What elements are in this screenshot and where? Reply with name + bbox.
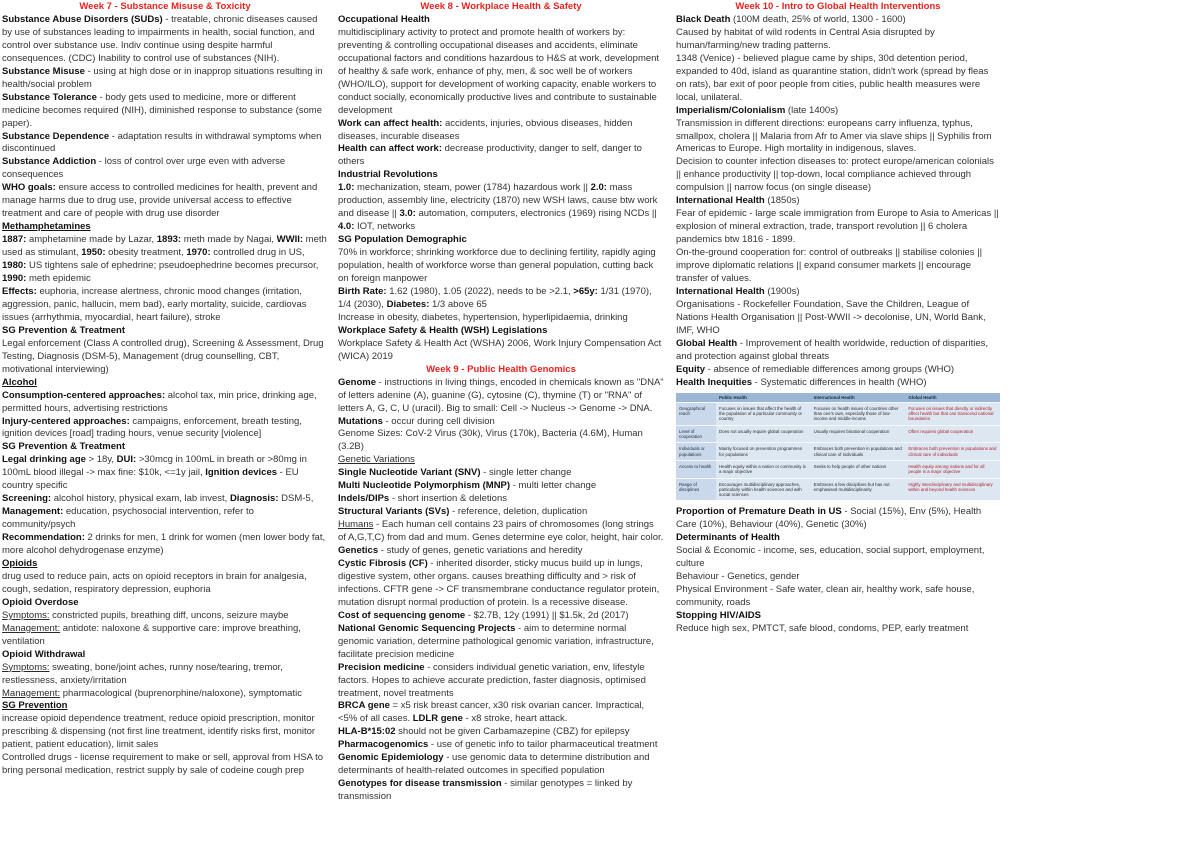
note-text: - considers individual genetic variation, env, lifestyle factors. Hopes to achieve accurate prediction, faster diagnosis, optimised treatment, novel treatments (338, 661, 646, 699)
note-line (2, 234, 328, 286)
bold-term: 1950: (81, 247, 106, 259)
table-cell: Usually requires binational cooperation (811, 425, 906, 443)
note-line (338, 14, 664, 27)
note-line (338, 40, 664, 118)
note-text: automation, computers, electronics (1969) rising NCDs || (415, 208, 657, 220)
note-text: Physical Environment - Safe water, clean air, healthy work, safe house, community, roads (676, 584, 975, 609)
note-line (2, 493, 328, 532)
week7-column (2, 1, 328, 778)
table-cell: Seeks to help people of other nations (811, 460, 906, 478)
note-line (2, 610, 328, 623)
note-text: decrease productivity, danger to self, danger to others (338, 143, 642, 168)
note-text: - use of genetic info to tailor pharmaceutical treatment (428, 739, 658, 751)
note-text: - Each human cell contains 23 pairs of chromosomes (long strings of A,G,T,C) from dad and mum. Genes determine eye color, height, hair color. (338, 519, 664, 544)
week10-column (676, 1, 1000, 636)
note-line (2, 14, 328, 66)
note-text: - single letter change (480, 467, 572, 479)
week10-heading: Week 10 - Intro to Global Health Interventions (735, 1, 941, 12)
note-line (676, 208, 1000, 247)
bold-term: Opioid Withdrawal (2, 648, 86, 660)
note-line (338, 428, 664, 454)
section-subheading: SG Prevention (2, 700, 68, 712)
table-row (676, 460, 1000, 478)
note-line (2, 597, 328, 610)
note-line (338, 234, 664, 247)
note-line (338, 610, 664, 623)
note-line (676, 14, 1000, 27)
bold-term: 1887: (2, 234, 27, 246)
note-text: = x5 risk breast cancer, x30 risk ovarian cancer. Impractical, <5% of all cases. (338, 700, 645, 725)
note-line (338, 506, 664, 519)
underlined-label: Symptoms: (2, 661, 50, 673)
bold-term: Proportion of Premature Death in US (676, 506, 842, 518)
note-line (2, 752, 328, 778)
week10-body (676, 14, 1000, 390)
bold-term: Diabetes: (386, 298, 430, 310)
note-text: obesity treatment, (105, 247, 187, 259)
note-line (676, 364, 1000, 377)
bold-term: 1980: (2, 260, 27, 272)
section-subheading: Alcohol (2, 376, 37, 388)
note-line (2, 92, 328, 131)
bold-term: Work can affect health: (338, 117, 443, 129)
note-text: sweating, bone/joint aches, runny nose/tearing, tremor, restlessness, anxiety/irritation (2, 661, 283, 686)
note-text: Fear of epidemic - large scale immigration from Europe to Asia to Americas || explosion of mineral extraction, trade, transport revolution || 6 cholera pandemics btw 1816 - 1899. (676, 208, 999, 246)
note-text: - adaptation results in withdrawal symptoms when discontinued (2, 130, 322, 155)
note-text: - using at high dose or in inapprop situations resulting in health/social problem (2, 65, 323, 90)
bold-term: Global Health (676, 337, 738, 349)
note-line (2, 662, 328, 688)
note-text: campaigns, enforcement, breath testing, ignition devices [road] trading hours, venue security [violence] (2, 415, 302, 440)
week7-heading: Week 7 - Substance Misuse & Toxicity (79, 1, 251, 12)
underlined-label: Management: (2, 687, 61, 699)
note-line (676, 610, 1000, 623)
note-line (676, 571, 1000, 584)
note-text: (100M death, 25% of world, 1300 - 1600) (730, 13, 906, 25)
note-line (2, 66, 328, 92)
note-line (338, 493, 664, 506)
bold-term: SG Prevention & Treatment (2, 324, 126, 336)
note-text: Legal enforcement (Class A controlled drug), Screening & Assessment, Drug Testing, Diagnosis (DSM-5), Management (drug counselling, CBT, motivational interviewing) (2, 337, 324, 375)
bold-term: SG Population Demographic (338, 234, 467, 246)
note-line (338, 558, 664, 610)
note-line (676, 623, 1000, 636)
table-row-header: Individuals or populations (676, 443, 716, 461)
table-row-header: Geographical reach (676, 402, 716, 425)
week9-body (338, 377, 664, 804)
note-line (676, 545, 1000, 571)
note-text: Behaviour - Genetics, gender (676, 571, 800, 583)
note-text: multidisciplinary activity to protect and promote health of workers by: (338, 26, 626, 38)
note-text: ensure access to controlled medicines for health, prevent and manage harms due to drug use, provide universal access to effective treatment and care of people with drug use disorder (2, 182, 318, 220)
note-line (2, 286, 328, 325)
bold-term: LDLR gene (412, 713, 463, 725)
note-text: meth used as stimulant, (2, 234, 327, 259)
bold-term: Birth Rate: (338, 285, 387, 297)
note-line (338, 169, 664, 182)
bold-term: Indels/DIPs (338, 493, 390, 505)
table-row (676, 478, 1000, 500)
bold-term: Diagnosis: (229, 493, 279, 505)
note-line (2, 571, 328, 597)
note-text: meth epidemic (26, 273, 91, 285)
bold-term: Management: (2, 506, 64, 518)
note-line (338, 778, 664, 804)
note-text: euphoria, increase alertness, chronic mood changes (irritation, aggression, panic, hallucin, mem bad), early mortality, suicide, cardiovas issues (arrhythmia, myocardial, heart failure), stroke (2, 285, 307, 323)
note-line (338, 662, 664, 701)
week9-heading: Week 9 - Public Health Genomics (426, 363, 576, 375)
note-text: Decision to counter infection diseases to: protect europe/american colonials || enhance productivity || top-down, local compliance achieved through compulsion || narrow focus (on single disease) (676, 156, 994, 194)
note-text: meth made by Nagai, (181, 234, 277, 246)
note-text: - Social (15%), Env (5%), Health Care (10%), Behaviour (40%), Genetic (30%) (676, 506, 982, 531)
note-text: - short insertion & deletions (389, 493, 507, 505)
table-cell: Focuses on issues that directly or indirectly affect health but that can transcend national boundaries (905, 402, 1000, 425)
note-line (338, 700, 664, 726)
note-text: - instructions in living things, encoded in chemicals known as "DNA" of letters adenine (A), guanine (G), cytosine (C), thymine (T) or "RNA" of letters A, G, C, U (uracil). Big to small: Cell -> Nucleus -> Genome -> DNA. (338, 376, 664, 414)
week8-body (338, 14, 664, 364)
bold-term: Substance Abuse Disorders (SUDs) (2, 13, 163, 25)
section-subheading: Methamphetamines (2, 221, 91, 233)
note-line (338, 752, 664, 778)
note-line (2, 390, 328, 416)
note-text: - occur during cell division (382, 415, 495, 427)
note-line (676, 156, 1000, 195)
bold-term: Opioid Overdose (2, 596, 79, 608)
bold-term: Multi Nucleotide Polymorphism (MNP) (338, 480, 511, 492)
note-line (2, 688, 328, 701)
note-line (2, 532, 328, 558)
bold-term: International Health (676, 285, 765, 297)
table-row-header: Range of disciplines (676, 478, 716, 500)
table-cell: Health equity within a nation or community is a major objective (716, 460, 811, 478)
bold-term: Imperialism/Colonialism (676, 104, 786, 116)
note-line (338, 338, 664, 364)
bold-term: International Health (676, 195, 765, 207)
note-line (2, 649, 328, 662)
bold-term: Industrial Revolutions (338, 169, 438, 181)
week7-body (2, 14, 328, 778)
table-cell: Focuses on issues that affect the health of the population of a particular community or country (716, 402, 811, 425)
note-line (676, 27, 1000, 53)
note-text: - x8 stroke, heart attack. (462, 713, 568, 725)
bold-term: Substance Misuse (2, 65, 85, 77)
bold-term: Determinants of Health (676, 532, 780, 544)
bold-term: Injury-centered approaches: (2, 415, 130, 427)
note-text: US tightens sale of ephedrine; pseudoephedrine becomes precursor, (26, 260, 319, 272)
bold-term: Black Death (676, 13, 731, 25)
note-line (2, 700, 328, 713)
bold-term: Genomic Epidemiology (338, 752, 444, 764)
note-line (676, 247, 1000, 286)
note-line (2, 623, 328, 649)
section-subheading: Opioids (2, 557, 38, 569)
table-row-header: Access to health (676, 460, 716, 478)
bold-term: Genetics (338, 545, 379, 557)
note-line (2, 325, 328, 338)
note-text: mass production, assembly line, electricity (1870) new WSH laws, cause btw work and disease || (338, 182, 658, 220)
note-text: On-the-ground cooperation for: control of outbreaks || stabilise colonies || improve diplomatic relations || expand consumer markets || encourage transfer of values. (676, 247, 983, 285)
bold-term: Legal drinking age (2, 454, 86, 466)
bold-term: Health can affect work: (338, 143, 442, 155)
bold-term: Substance Addiction (2, 156, 97, 168)
note-text: Controlled drugs - license requirement to make or sell, approval from HSA to bring personal medication, restrict supply by sale of codeine cough prep (2, 752, 324, 777)
underlined-label: Management: (2, 622, 61, 634)
table-header-row (676, 393, 1000, 403)
note-text: accidents, injuries, obvious diseases, hidden diseases, incurable diseases (338, 117, 633, 142)
note-text: Increase in obesity, diabetes, hypertension, hyperlipidaemia, drinking (338, 311, 628, 323)
table-cell: Embraces both prevention in populations and clinical care of individuals (811, 443, 906, 461)
bold-term: SG Prevention & Treatment (2, 441, 126, 453)
table-cell: Focuses on health issues of countries other than one's own, especially those of low-income and middle-income (811, 402, 906, 425)
table-row (676, 402, 1000, 425)
bold-term: Cost of sequencing genome (338, 609, 466, 621)
note-text: - similar genotypes = linked by transmission (338, 778, 633, 803)
table-cell: Embraces a few disciplines but has not emphasised multidisciplinarity (811, 478, 906, 500)
week8-heading: Week 8 - Workplace Health & Safety (420, 1, 582, 12)
bold-term: Structural Variants (SVs) (338, 506, 450, 518)
week8-9-column (338, 1, 664, 804)
note-text: controlled drug in US, (210, 247, 305, 259)
note-line (338, 377, 664, 429)
note-line (338, 325, 664, 338)
note-line (2, 558, 328, 571)
bold-term: 1990: (2, 273, 27, 285)
bold-term: HLA-B*15:02 (338, 726, 396, 738)
note-line (676, 118, 1000, 157)
bold-term: WWII: (276, 234, 304, 246)
note-line (676, 338, 1000, 364)
note-text: - treatable, chronic diseases caused by use of substances leading to impairments in health, social function, and control over substance use. Indiv continue using despite harmful consequences. (CDC) Inability to control use of substances (NIH). (2, 13, 318, 64)
note-line (676, 532, 1000, 545)
note-line (2, 377, 328, 390)
note-text: - aim to determine normal genomic variation, determine pathological genomic variation, infrastructure, facilitate precision medicine (338, 622, 654, 660)
bold-term: BRCA gene (338, 700, 390, 712)
note-line (338, 182, 664, 234)
bold-term: DUI: (116, 454, 137, 466)
note-text: - multi letter change (510, 480, 597, 492)
bold-term: 4.0: (338, 221, 355, 233)
note-text: - inherited disorder, sticky mucus build up in lungs, digestive system, other organs. causes breathing difficulty and > risk of infections. CFTR gene -> CF transmembrane conductance regulator protein, mutation disrupt normal production of protein. Is a recessive disease. (338, 557, 660, 608)
bold-term: Consumption-centered approaches: (2, 389, 166, 401)
note-text: preventing & controlling occupational diseases and accidents, eliminate occupational factors and conditions hazardous to H&S at work, development of healthy & safe work, enhance of phy, men, & soc well be of workers (WHO/ILO), support for development of working capacity, enable workers to conduct socially, economically productive lives and contribute to sustainable development (338, 39, 660, 116)
table-header-cell: International Health (811, 393, 906, 403)
note-line (676, 377, 1000, 390)
bold-term: Workplace Safety & Health (WSH) Legislations (338, 324, 548, 336)
bold-term: WHO goals: (2, 182, 56, 194)
table-row-header: Level of cooperation (676, 425, 716, 443)
note-text: Caused by habitat of wild rodents in Central Asia disrupted by human/farming/new trading patterns. (676, 26, 935, 51)
table-row (676, 425, 1000, 443)
bold-term: Occupational Health (338, 13, 430, 25)
note-text: - loss of control over urge even with adverse consequences (2, 156, 286, 181)
bold-term: Genotypes for disease transmission (338, 778, 502, 790)
note-text: - absence of remediable differences among groups (WHO) (705, 363, 955, 375)
note-line (338, 27, 664, 40)
note-text: 2 drinks for men, 1 drink for women (men lower body fat, more alcohol dehydrogenase enzyme) (2, 532, 326, 557)
note-text: Social & Economic - income, ses, education, social support, employment, culture (676, 545, 985, 570)
note-text: 1348 (Venice) - believed plague came by ships, 30d detention period, expanded to 40d, island as quarantine station, didn't work (spread by fleas on rats), bar exit of poor people from cities, public health measures were local, unilateral. (676, 52, 989, 103)
bold-term: Mutations (338, 415, 383, 427)
note-line (338, 286, 664, 312)
note-line (338, 247, 664, 286)
note-line (676, 506, 1000, 532)
note-text: - $2.7B, 12y (1991) || $1.5k, 2d (2017) (465, 609, 629, 621)
bold-term: Stopping HIV/AIDS (676, 610, 761, 622)
table-cell: Often requires global cooperation (905, 425, 1000, 443)
note-line (338, 623, 664, 662)
note-line (2, 416, 328, 442)
note-text: - Improvement of health worldwide, reduction of disparities, and protection against global threats (676, 337, 989, 362)
note-line (338, 480, 664, 493)
note-text: (1900s) (764, 285, 800, 297)
note-line (676, 286, 1000, 299)
bold-term: Precision medicine (338, 661, 425, 673)
bold-term: 1893: (156, 234, 182, 246)
bold-term: 1970: (186, 247, 211, 259)
note-text: mechanization, steam, power (1784) hazardous work || (354, 182, 591, 194)
note-text: >30mcg in 100mL in breath or >80mg in 100mL blood illegal -> max fine: $10k, <=1y jail, (2, 454, 307, 479)
table-cell: Embraces both prevention in populations and clinical care of individuals (905, 443, 1000, 461)
note-text: Transmission in different directions: europeans carry influenza, typhus, smallpox, cholera || Malaria from Afr to Amer via slave ships || Syphilis from Americas to Europe. High mortality in indigenous, slaves. (676, 117, 992, 155)
bold-term: Equity (676, 363, 706, 375)
note-text: - Systematic differences in health (WHO) (752, 376, 927, 388)
underlined-label: Genetic Variations (338, 454, 415, 466)
note-text: 1.62 (1980), 1.05 (2022), needs to be >2.1, (386, 285, 574, 297)
note-text: 70% in workforce; shrinking workforce due to declining fertility, rapidly aging population, health of workforce worse than general population, cutting back on foreign manpower (338, 247, 656, 285)
bold-term: Substance Dependence (2, 130, 110, 142)
note-text: Reduce high sex, PMTCT, safe blood, condoms, PEP, early treatment (676, 623, 969, 635)
note-line (676, 195, 1000, 208)
bold-term: Recommendation: (2, 532, 85, 544)
note-line (2, 441, 328, 454)
bold-term: Ignition devices (205, 467, 278, 479)
bold-term: Effects: (2, 285, 37, 297)
note-text: Genome Sizes: CoV-2 Virus (30k), Virus (170k), Bacteria (4.6M), Human (3.2B) (338, 428, 643, 453)
note-text: (late 1400s) (785, 104, 839, 116)
bold-term: Substance Tolerance (2, 91, 97, 103)
note-text: increase opioid dependence treatment, reduce opioid prescription, monitor prescribing & dispensing (not first line treatment, identify risks first, monitor patient, patient education), limit sales (2, 713, 316, 751)
note-line (338, 467, 664, 480)
note-text: alcohol tax, min price, drinking age, permitted hours, advertising restrictions (2, 389, 317, 414)
note-text: Workplace Safety & Health Act (WSHA) 2006, Work Injury Compensation Act (WICA) 2019 (338, 337, 662, 362)
health-comparison-table (676, 393, 1000, 501)
note-text: Organisations - Rockefeller Foundation, Save the Children, League of Nations Health Organisation || Post-WWII -> decolonise, UN, World Bank, IMF, WHO (676, 298, 986, 336)
note-line (338, 454, 664, 467)
note-text: education, psychosocial intervention, refer to community/psych (2, 506, 254, 531)
note-line (2, 131, 328, 157)
note-text: drug used to reduce pain, acts on opioid receptors in brain for analgesia, cough, sedation, respiratory depression, euphoria (2, 570, 307, 595)
underlined-label: Symptoms: (2, 609, 50, 621)
note-line (338, 118, 664, 144)
note-line (338, 519, 664, 545)
note-line (2, 221, 328, 234)
note-text: should not be given Carbamazepine (CBZ) for epilepsy (395, 726, 630, 738)
note-text: amphetamine made by Lazar, (26, 234, 157, 246)
bold-term: Screening: (2, 493, 52, 505)
table-header-cell: Global Health (905, 393, 1000, 403)
table-row (676, 443, 1000, 461)
note-text: - use genomic data to determine distribution and determinants of health-related outcomes in specified population (338, 752, 650, 777)
bold-term: 1.0: (338, 182, 355, 194)
note-line (2, 182, 328, 221)
note-text: antidote: naloxone & supportive care: improve breathing, ventilation (2, 622, 301, 647)
note-line (2, 454, 328, 493)
table-header-cell: Public Health (716, 393, 811, 403)
bold-term: 2.0: (590, 182, 607, 194)
note-text: constricted pupils, breathing diff, uncons, seizure maybe (49, 609, 289, 621)
note-text: IOT, networks (354, 221, 416, 233)
bold-term: 3.0: (399, 208, 416, 220)
note-line (676, 105, 1000, 118)
table-header-cell (676, 393, 716, 403)
bold-term: Cystic Fibrosis (CF) (338, 557, 428, 569)
note-line (338, 726, 664, 739)
note-text: - EU country specific (2, 467, 299, 492)
bold-term: Genome (338, 376, 377, 388)
note-line (338, 739, 664, 752)
note-text: 1/31 (1970), 1/4 (2030), (338, 285, 652, 310)
note-text: - reference, deletion, duplication (449, 506, 588, 518)
table-cell: Encourages multidisciplinary approaches, particularly within health sciences and with social sciences (716, 478, 811, 500)
note-text: - study of genes, genetic variations and heredity (378, 545, 583, 557)
note-text: DSM-5, (278, 493, 314, 505)
table-cell: Highly interdisciplinary and multidisciplinary within and beyond health sciences (905, 478, 1000, 500)
note-text: > 18y, (85, 454, 117, 466)
bold-term: Health Inequities (676, 376, 753, 388)
note-line (676, 53, 1000, 105)
note-line (2, 338, 328, 377)
note-line (2, 713, 328, 752)
underlined-label: Humans (338, 519, 374, 531)
note-text: alcohol history, physical exam, lab invest, (51, 493, 230, 505)
bold-term: Pharmacogenomics (338, 739, 429, 751)
note-line (338, 545, 664, 558)
note-text: pharmacological (buprenorphine/naloxone), symptomatic (60, 687, 302, 699)
note-line (338, 143, 664, 169)
week10-body-after (676, 506, 1000, 636)
table-cell: Does not usually require global cooperation (716, 425, 811, 443)
note-line (2, 156, 328, 182)
note-line (338, 312, 664, 325)
table-cell: Mainly focused on prevention programmes for populations (716, 443, 811, 461)
bold-term: >65y: (573, 285, 598, 297)
note-line (676, 299, 1000, 338)
note-text: 1/3 above 65 (429, 298, 487, 310)
table-cell: Health equity among nations and for all people is a major objective (905, 460, 1000, 478)
bold-term: National Genomic Sequencing Projects (338, 622, 516, 634)
note-line (676, 584, 1000, 610)
note-text: (1850s) (764, 195, 800, 207)
bold-term: Single Nucleotide Variant (SNV) (338, 467, 481, 479)
table-body (676, 402, 1000, 500)
note-text: - body gets used to medicine, more or different medicine becomes required (NIH), diminished response to substance (some paper). (2, 91, 322, 129)
